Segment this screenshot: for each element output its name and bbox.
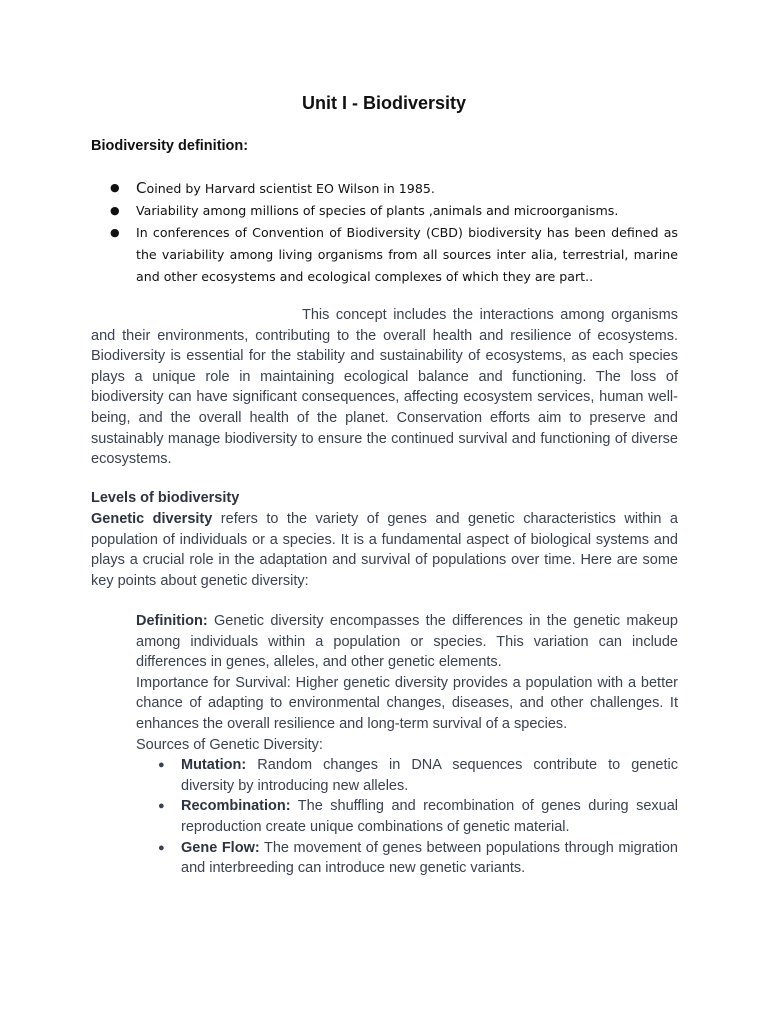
sources-list <box>136 755 678 879</box>
source-item-label: Gene Flow: <box>181 839 260 856</box>
definition-item-text: Variability among millions of species of plants ,animals and microorganisms. <box>136 203 619 218</box>
definition-text: Genetic diversity encompasses the differences in the genetic makeup among individuals within a population or species. This variation can include differences in genes, alleles, and other genetic elements. <box>136 613 678 671</box>
source-item <box>136 796 678 837</box>
source-item-label: Recombination: <box>181 798 291 815</box>
definition-list <box>91 177 678 288</box>
source-item <box>136 755 678 796</box>
importance-paragraph: Importance for Survival: Higher genetic diversity provides a population with a better chance of adapting to environmental changes, diseases, and other challenges. It enhances the overall resilience and long-term survival of a species. <box>136 674 678 732</box>
source-item-text: The shuffling and recombination of genes during sexual reproduction create unique combinations of genetic material. <box>181 798 678 835</box>
definition-item <box>91 177 678 200</box>
definition-item-text: In conferences of Convention of Biodiversity (CBD) biodiversity has been defined as the variability among living organisms from all sources inter alia, terrestrial, marine and other ecosystems and ecological complexes of which they are part.. <box>136 225 678 284</box>
genetic-details-block <box>136 611 678 879</box>
definition-item <box>91 222 678 288</box>
source-item <box>136 838 678 879</box>
concept-paragraph <box>91 305 678 470</box>
definition-item-text: oined by Harvard scientist EO Wilson in 1985. <box>146 181 435 196</box>
concept-paragraph-text: This concept includes the interactions among organisms and their environments, contributing to the overall health and resilience of ecosystems. Biodiversity is essential for the stability and sustainability of ecosystems, as each species plays a unique role in maintaining ecological balance and functioning. The loss of biodiversity can have significant consequences, affecting ecosystem services, human well-being, and the overall health of the planet. Conservation efforts aim to preserve and sustainably manage biodiversity to ensure the continued survival and functioning of diverse ecosystems. <box>91 307 678 468</box>
definition-label: Definition: <box>136 613 208 629</box>
definition-item-initial: C <box>136 179 147 197</box>
page-title: Unit I - Biodiversity <box>301 93 467 113</box>
genetic-diversity-paragraph <box>91 509 678 591</box>
genetic-diversity-text: refers to the variety of genes and genetic characteristics within a population of individuals or a species. It is a fundamental aspect of biological systems and plays a crucial role in the adaptation and survival of populations over time. Here are some key points about genetic diversity: <box>91 511 678 589</box>
source-item-text: Random changes in DNA sequences contribute to genetic diversity by introducing new alleles. <box>181 757 678 794</box>
source-item-label: Mutation: <box>181 757 247 774</box>
levels-heading: Levels of biodiversity <box>91 490 240 506</box>
source-item-text: The movement of genes between populations through migration and interbreeding can introduce new genetic variants. <box>181 839 678 877</box>
definition-item <box>91 200 678 222</box>
definition-paragraph <box>136 611 678 673</box>
definition-heading: Biodiversity definition: <box>91 138 249 154</box>
genetic-diversity-term: Genetic diversity <box>91 511 213 527</box>
sources-heading: Sources of Genetic Diversity: <box>136 736 323 753</box>
